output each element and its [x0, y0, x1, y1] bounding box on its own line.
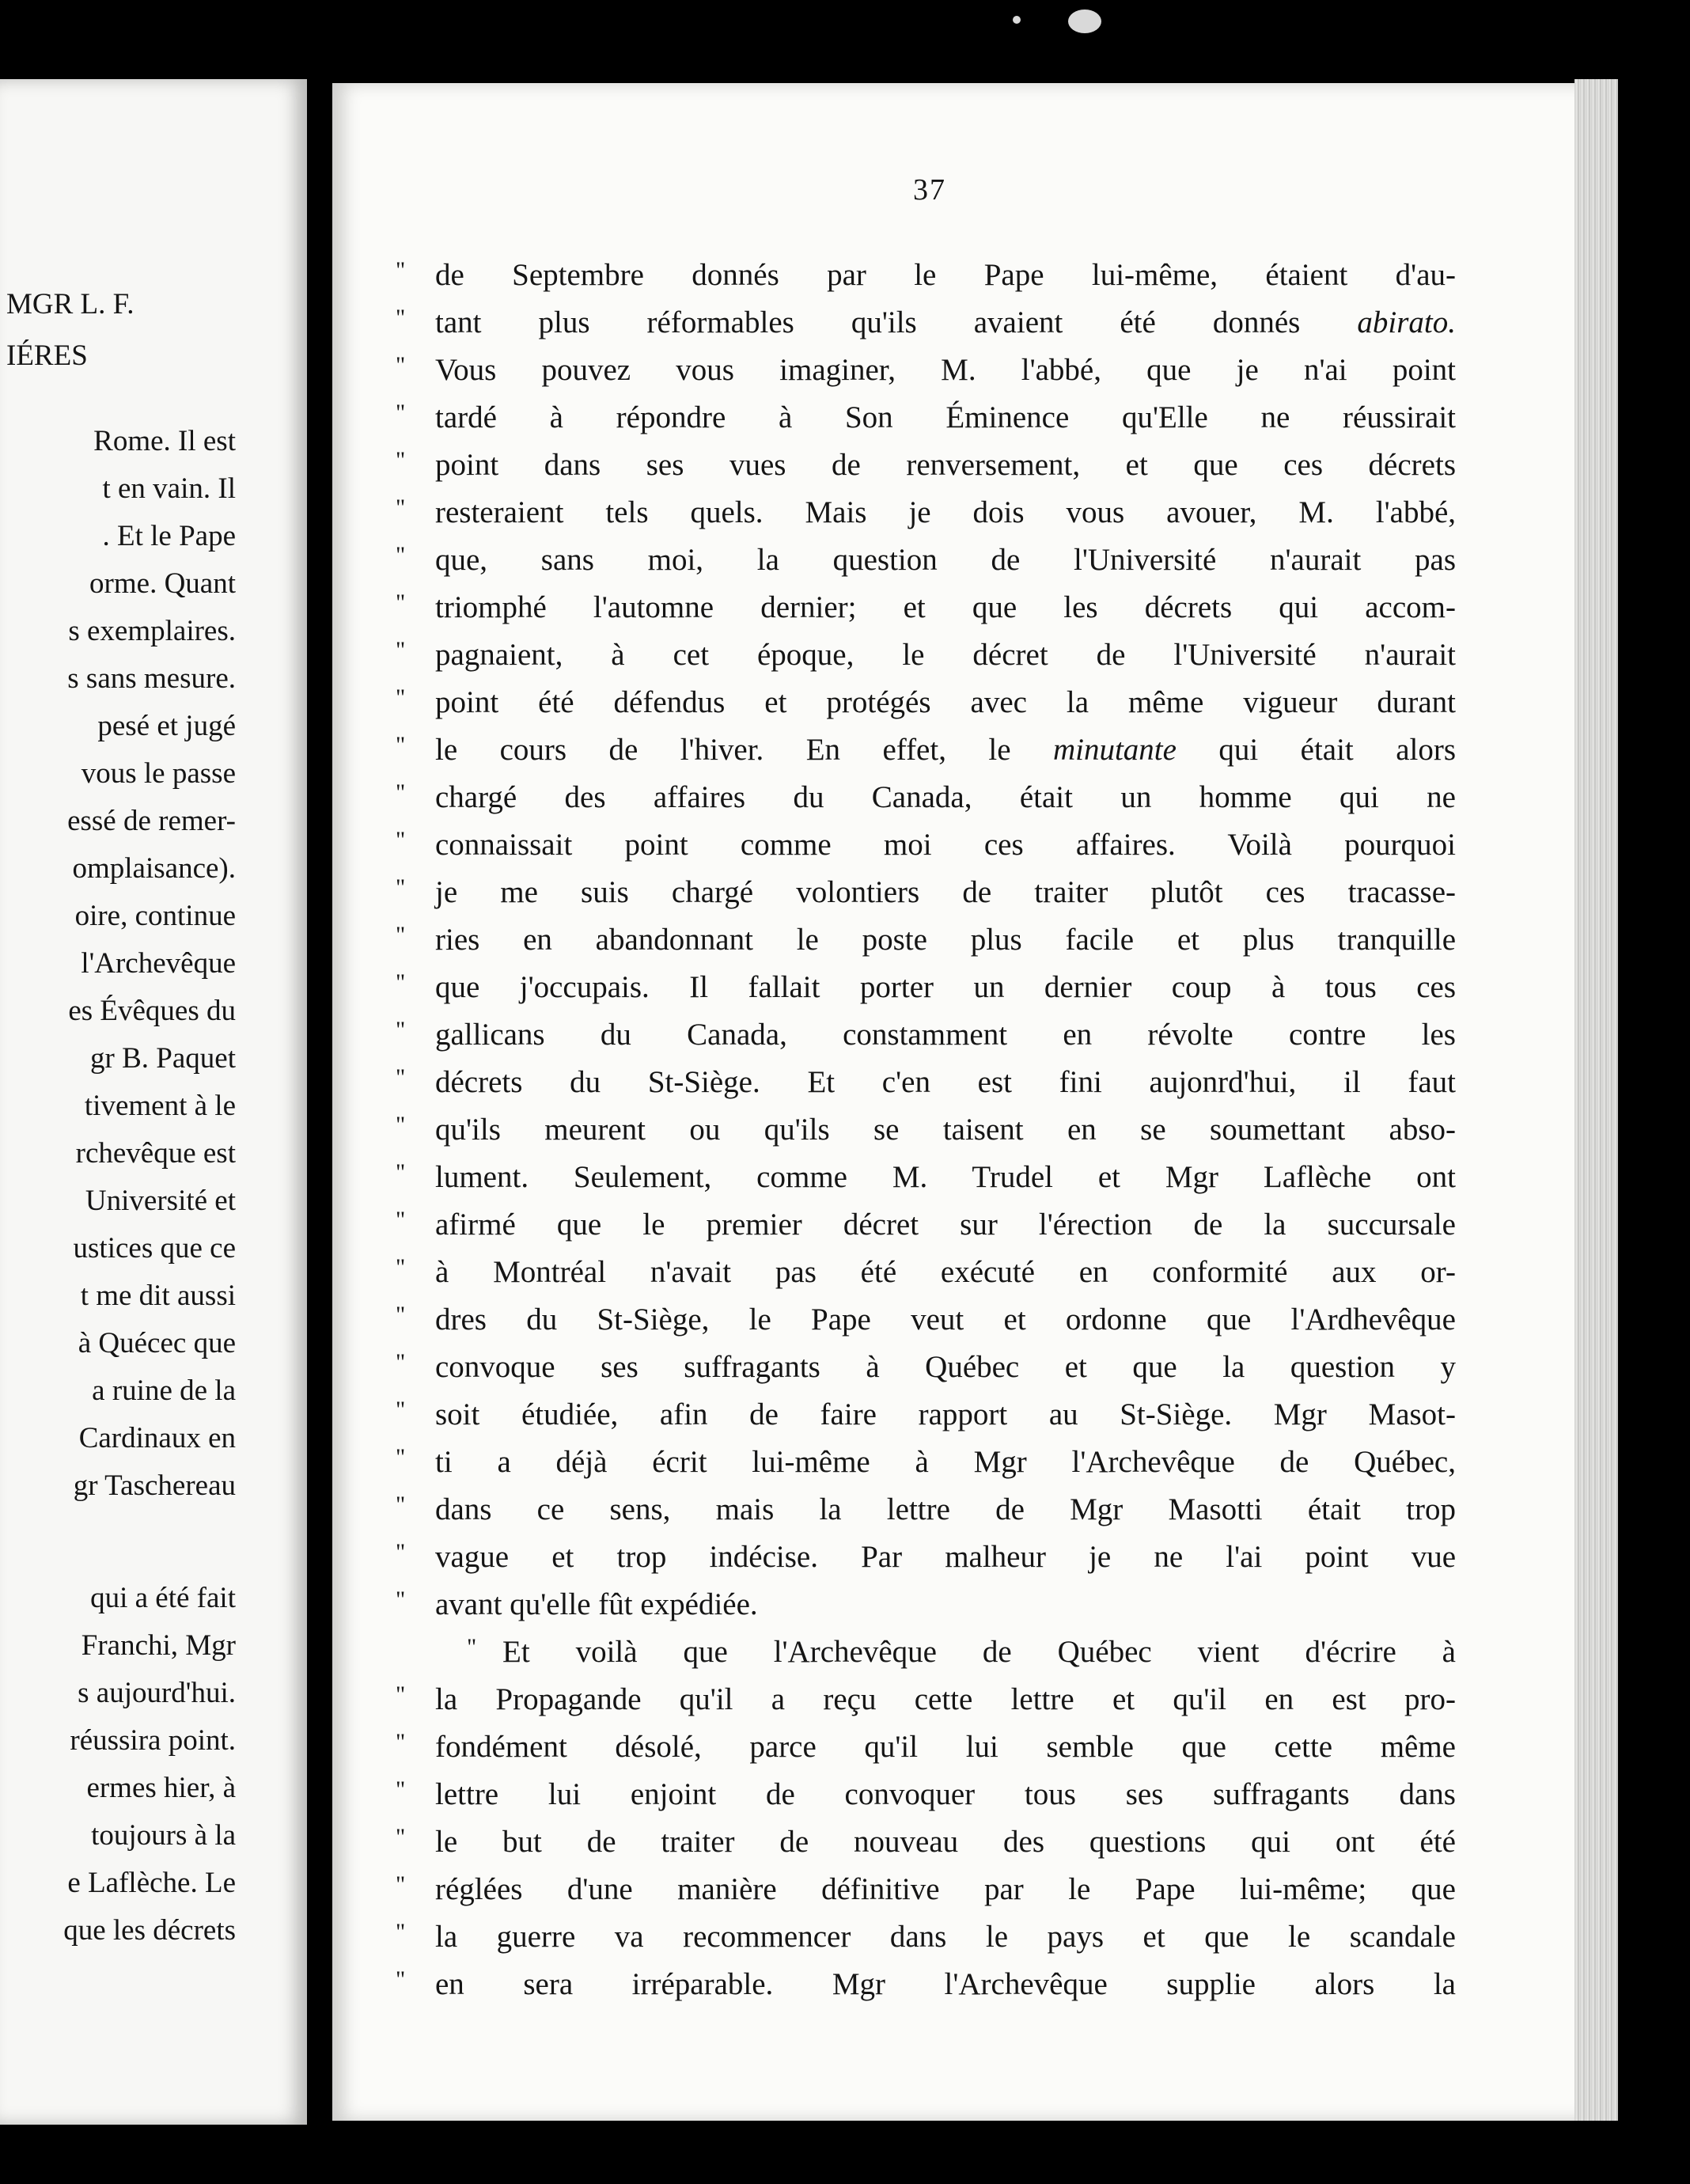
quote-mark: " — [396, 1539, 406, 1565]
left-page-line: Cardinaux en — [78, 1422, 236, 1454]
text-line — [396, 726, 1456, 774]
left-page-line: gr B. Paquet — [90, 1042, 236, 1075]
left-page-line: es Évêques du — [68, 995, 236, 1027]
left-page-line: que les décrets — [63, 1914, 236, 1947]
text-line — [396, 1866, 1456, 1913]
left-page-line: tivement à le — [84, 1090, 236, 1122]
text-line — [396, 1439, 1456, 1486]
line-text: connaissait point comme moi ces affaires. Voilà pourquoi — [435, 828, 1456, 862]
quote-mark: " — [396, 874, 406, 901]
left-page-line: e Laflèche. Le — [67, 1867, 236, 1899]
line-text: le but de traiter de nouveau des questions qui ont été — [435, 1825, 1456, 1859]
text-line — [396, 1629, 1456, 1676]
left-page-line: omplaisance). — [72, 852, 236, 885]
text-line — [396, 1534, 1456, 1581]
quote-mark: " — [396, 447, 406, 473]
quote-mark: " — [396, 352, 406, 378]
line-text: lument. Seulement, comme M. Trudel et Mgr Laflèche ont — [435, 1160, 1456, 1194]
line-text: qu'ils meurent ou qu'ils se taisent en se soumettant abso- — [435, 1113, 1456, 1147]
line-text: convoque ses suffragants à Québec et que la question y — [435, 1350, 1456, 1384]
quote-mark: " — [396, 637, 406, 663]
text-line — [396, 1249, 1456, 1296]
line-text: soit étudiée, afin de faire rapport au St-Siège. Mgr Masot- — [435, 1397, 1456, 1431]
film-speck — [1013, 16, 1021, 24]
text-line — [396, 1059, 1456, 1106]
left-page-line: à Quécec que — [78, 1327, 236, 1359]
line-text: réglées d'une manière définitive par le Pape lui-même; que — [435, 1872, 1456, 1906]
body-text — [396, 252, 1456, 2008]
text-line — [396, 1391, 1456, 1439]
text-line — [396, 774, 1456, 821]
text-line — [396, 1771, 1456, 1818]
line-text: en sera irréparable. Mgr l'Archevêque supplie alors la — [435, 1967, 1456, 2001]
left-page-line: vous le passe — [81, 757, 236, 790]
quote-mark: " — [396, 1349, 406, 1375]
quote-mark: " — [396, 1159, 406, 1185]
left-page-line: t me dit aussi — [80, 1280, 236, 1312]
left-page-line: t en vain. Il — [102, 472, 236, 505]
left-page-line: qui a été fait — [90, 1582, 236, 1614]
text-line — [396, 679, 1456, 726]
quote-mark: " — [396, 590, 406, 616]
quote-mark: " — [396, 1587, 406, 1613]
left-page-line: essé de remer- — [67, 805, 236, 837]
text-line — [396, 1201, 1456, 1249]
quote-mark: " — [396, 1682, 406, 1708]
text-line — [396, 489, 1456, 537]
text-line — [396, 1581, 1456, 1629]
line-text: gallicans du Canada, constamment en révolte contre les — [435, 1018, 1456, 1052]
text-line — [396, 299, 1456, 347]
quote-mark: " — [396, 1112, 406, 1138]
left-page-line: l'Archevêque — [81, 947, 236, 980]
text-line — [396, 1676, 1456, 1723]
line-text: que, sans moi, la question de l'Université n'aurait pas — [435, 543, 1456, 577]
text-line — [396, 1913, 1456, 1961]
text-line — [396, 1011, 1456, 1059]
line-text: ti a déjà écrit lui-même à Mgr l'Archevêque de Québec, — [435, 1445, 1456, 1479]
text-line — [396, 631, 1456, 679]
left-page-line: orme. Quant — [89, 567, 236, 600]
line-text: pagnaient, à cet époque, le décret de l'Université n'aurait — [435, 638, 1456, 672]
text-line — [396, 1486, 1456, 1534]
line-text: le cours de l'hiver. En effet, le minutante qui était alors — [435, 733, 1457, 767]
left-page-line: réussira point. — [70, 1724, 236, 1757]
text-line — [396, 347, 1456, 394]
left-page-line: oire, continue — [74, 900, 236, 932]
left-page-line: IÉRES — [6, 339, 88, 372]
page-edge — [1574, 79, 1618, 2121]
left-page-line: MGR L. F. — [6, 288, 135, 320]
quote-mark: " — [467, 1634, 477, 1660]
quote-mark: " — [396, 1919, 406, 1945]
quote-mark: " — [396, 1397, 406, 1423]
quote-mark: " — [396, 1966, 406, 1993]
page-number: 37 — [913, 173, 946, 207]
line-text: point été défendus et protégés avec la même vigueur durant — [435, 685, 1456, 719]
line-text: que j'occupais. Il fallait porter un dernier coup à tous ces — [435, 970, 1456, 1004]
text-line — [396, 1296, 1456, 1344]
text-line — [396, 1154, 1456, 1201]
text-line — [396, 1344, 1456, 1391]
line-text: point dans ses vues de renversement, et que ces décrets — [435, 448, 1456, 482]
line-text: resteraient tels quels. Mais je dois vous avouer, M. l'abbé, — [435, 495, 1456, 529]
line-text: de Septembre donnés par le Pape lui-même, étaient d'au- — [435, 258, 1456, 292]
quote-mark: " — [396, 1254, 406, 1280]
line-text: la Propagande qu'il a reçu cette lettre et qu'il en est pro- — [435, 1682, 1456, 1716]
quote-mark: " — [396, 732, 406, 758]
left-page-line: ustices que ce — [73, 1232, 236, 1265]
line-text: lettre lui enjoint de convoquer tous ses suffragants dans — [435, 1777, 1456, 1811]
line-text: avant qu'elle fût expédiée. — [435, 1587, 758, 1621]
text-line — [396, 1818, 1456, 1866]
film-speck — [1068, 9, 1101, 33]
left-page-line: Université et — [85, 1185, 236, 1217]
line-text: vague et trop indécise. Par malheur je ne l'ai point vue — [435, 1540, 1456, 1574]
text-line — [396, 584, 1456, 631]
text-line — [396, 1961, 1456, 2008]
quote-mark: " — [396, 400, 406, 426]
quote-mark: " — [396, 495, 406, 521]
quote-mark: " — [396, 305, 406, 331]
quote-mark: " — [396, 779, 406, 806]
line-text: Et voilà que l'Archevêque de Québec vient d'écrire à — [502, 1635, 1456, 1669]
left-page-line: pesé et jugé — [97, 710, 236, 742]
line-text: chargé des affaires du Canada, était un homme qui ne — [435, 780, 1456, 814]
line-text: afirmé que le premier décret sur l'érection de la succursale — [435, 1208, 1456, 1242]
quote-mark: " — [396, 1444, 406, 1470]
text-line — [396, 442, 1456, 489]
quote-mark: " — [396, 1729, 406, 1755]
text-line — [396, 394, 1456, 442]
line-text: fondément désolé, parce qu'il lui semble que cette même — [435, 1730, 1456, 1764]
left-page-line: a ruine de la — [92, 1374, 236, 1407]
left-page-line: s exemplaires. — [68, 615, 236, 647]
line-text: décrets du St-Siège. Et c'en est fini aujonrd'hui, il faut — [435, 1065, 1456, 1099]
quote-mark: " — [396, 1017, 406, 1043]
line-text: ries en abandonnant le poste plus facile et plus tranquille — [435, 923, 1456, 957]
line-text: à Montréal n'avait pas été exécuté en conformité aux or- — [435, 1255, 1456, 1289]
quote-mark: " — [396, 1824, 406, 1850]
quote-mark: " — [396, 1302, 406, 1328]
left-page-line: ermes hier, à — [86, 1772, 236, 1804]
line-text: triomphé l'automne dernier; et que les décrets qui accom- — [435, 590, 1456, 624]
quote-mark: " — [396, 1492, 406, 1518]
text-line — [396, 821, 1456, 869]
text-line — [396, 252, 1456, 299]
quote-mark: " — [396, 542, 406, 568]
quote-mark: " — [396, 1871, 406, 1898]
left-page-line: rchevêque est — [75, 1137, 236, 1170]
line-text: Vous pouvez vous imaginer, M. l'abbé, que je n'ai point — [435, 353, 1456, 387]
quote-mark: " — [396, 1776, 406, 1803]
text-line — [396, 1723, 1456, 1771]
text-line — [396, 1106, 1456, 1154]
text-line — [396, 964, 1456, 1011]
text-line — [396, 916, 1456, 964]
quote-mark: " — [396, 922, 406, 948]
quote-mark: " — [396, 1207, 406, 1233]
left-page — [0, 79, 307, 2125]
left-page-line: Rome. Il est — [93, 425, 236, 457]
left-page-line: . Et le Pape — [102, 520, 236, 552]
line-text: je me suis chargé volontiers de traiter plutôt ces tracasse- — [435, 875, 1456, 909]
text-line — [396, 869, 1456, 916]
quote-mark: " — [396, 969, 406, 995]
line-text: tardé à répondre à Son Éminence qu'Elle ne réussirait — [435, 400, 1456, 434]
line-text: la guerre va recommencer dans le pays et que le scandale — [435, 1920, 1456, 1954]
line-text: dres du St-Siège, le Pape veut et ordonne que l'Ardhevêque — [435, 1302, 1456, 1337]
quote-mark: " — [396, 257, 406, 283]
line-text: tant plus réformables qu'ils avaient été donnés abirato. — [435, 305, 1456, 339]
quote-mark: " — [396, 1064, 406, 1090]
left-page-line: toujours à la — [91, 1819, 236, 1852]
text-line — [396, 537, 1456, 584]
quote-mark: " — [396, 684, 406, 711]
left-page-line: s aujourd'hui. — [78, 1677, 236, 1709]
left-page-line: s sans mesure. — [67, 662, 236, 695]
left-page-line: gr Taschereau — [73, 1469, 236, 1502]
quote-mark: " — [396, 827, 406, 853]
line-text: dans ce sens, mais la lettre de Mgr Masotti était trop — [435, 1492, 1456, 1526]
left-page-line: Franchi, Mgr — [81, 1629, 236, 1662]
